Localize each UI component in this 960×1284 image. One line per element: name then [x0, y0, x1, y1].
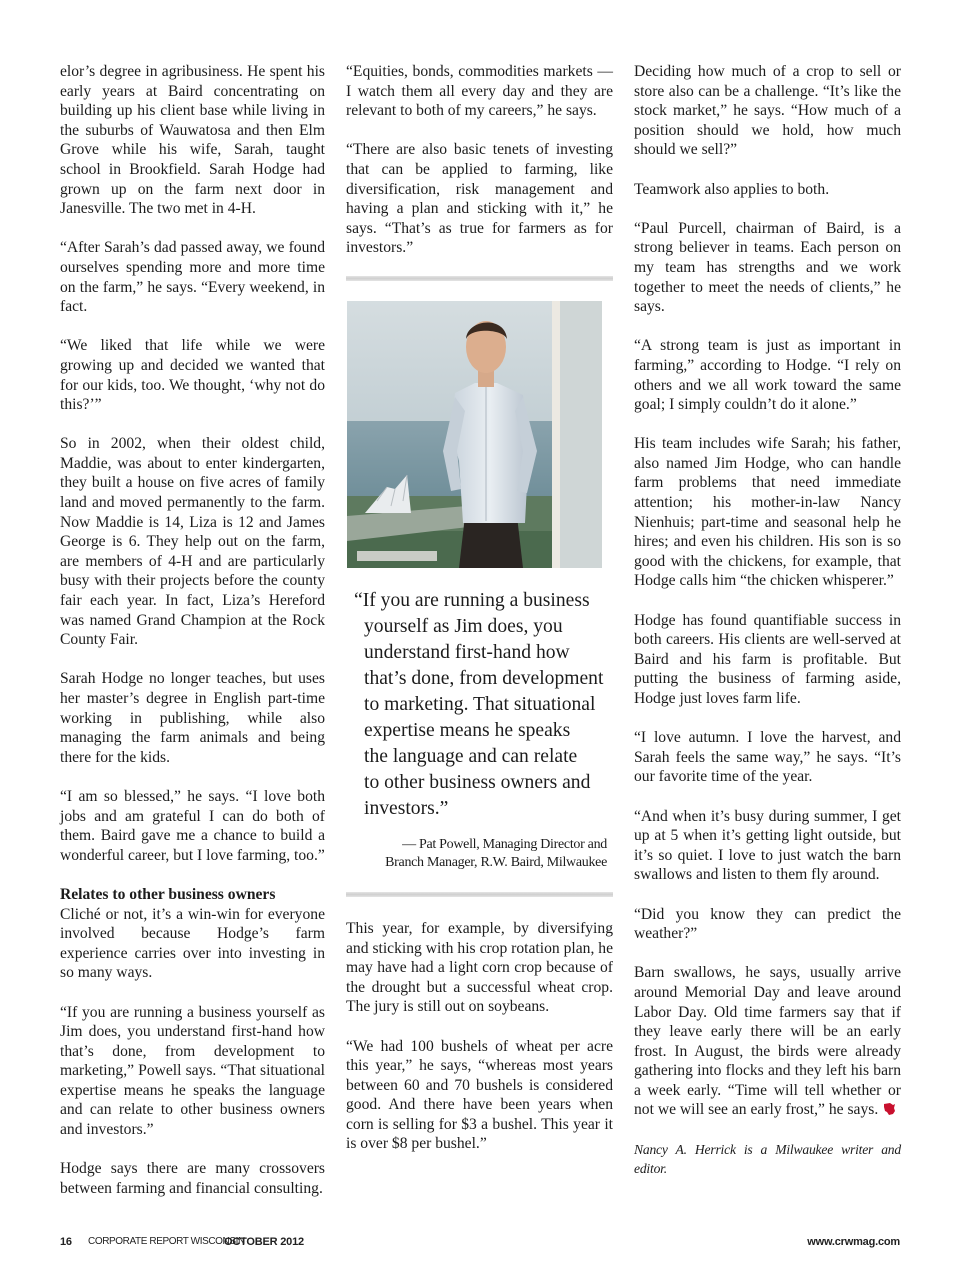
body-paragraph: “Equities, bonds, commodities markets — I watch them all every day and they are relevant to both of my careers,” he says.	[346, 63, 613, 120]
final-paragraph-text: Barn swallows, he says, usually arrive around Memorial Day and leave around Labor Day. Old time farmers say that if they leave early there will be an early frost. In August, the birds were already gathering into flocks and they left his barn a week early. “Time will tell whether or not we will see an early frost,” he says.	[634, 964, 901, 1119]
body-paragraph: This year, for example, by diversifying and sticking with his crop rotation plan, he may have had a light corn crop because of the drought but a successful wheat crop. The jury is still out on soybeans.	[346, 919, 613, 1016]
body-paragraph: “If you are running a business yourself as Jim does, you understand first-hand how that’s done, from development to marketing,” Powell says. “That situational expertise means he speaks the language and can relate to other business owners and investors.”	[60, 1003, 325, 1139]
pull-quote-line: yourself as Jim does, you	[364, 615, 563, 637]
body-paragraph: “I love autumn. I love the harvest, and Sarah feels the same way,” he says. “It’s our favorite time of the year.	[634, 729, 901, 786]
final-paragraph	[634, 963, 901, 1120]
body-paragraph: Sarah Hodge no longer teaches, but uses her master’s degree in English part-time working in publishing, while also managing the farm animals and being there for the kids.	[60, 670, 325, 766]
body-paragraph: Hodge says there are many crossovers between farming and financial consulting.	[60, 1160, 325, 1197]
publication-name: CORPORATE REPORT WISCONSIN	[88, 1236, 245, 1247]
issue-date: OCTOBER 2012	[224, 1236, 304, 1248]
pull-quote-line: understand first-hand how	[364, 641, 570, 663]
body-paragraph: Teamwork also applies to both.	[634, 180, 830, 198]
article-column-2	[346, 62, 613, 1174]
author-byline: Nancy A. Herrick is a Milwaukee writer and editor.	[634, 1141, 901, 1177]
body-paragraph: “A strong team is just as important in farming,” according to Hodge. “I rely on others and we all work toward the same goal; I simply couldn’t do it alone.”	[634, 337, 901, 414]
pull-quote-line: to marketing. That situational	[364, 693, 596, 715]
divider	[346, 892, 613, 897]
pull-quote	[346, 588, 613, 822]
website-url[interactable]: www.crwmag.com	[807, 1236, 900, 1248]
subhead: Relates to other business owners	[60, 885, 276, 903]
subhead-paragraph: Cliché or not, it’s a win-win for everyone involved because Hodge’s farm experience carries over into investing in so many ways.	[60, 905, 325, 982]
pull-quote-line: “If you are running a business	[354, 589, 590, 611]
body-paragraph: So in 2002, when their oldest child, Maddie, was about to enter kindergarten, they built a house on five acres of family land and moved permanently to the farm. Now Maddie is 14, Liza is 12 and James George is 6. They help out on the farm, are members of 4-H and are particularly busy with their projects before the county fair each year. In fact, Liza’s Hereford was named Grand Champion at the Rock County Fair.	[60, 435, 325, 649]
page-number: 16	[60, 1236, 72, 1248]
body-paragraph: “I am so blessed,” he says. “I love both jobs and am grateful I can do both of them. Baird gave me a chance to build a wonderful career, but I love farming, too.”	[60, 787, 325, 864]
body-paragraph: “And when it’s busy during summer, I get up at 5 when it’s getting light outside, but it’s so quiet. I love to just watch the barn swallows and listen to them fly around.	[634, 807, 901, 884]
body-paragraph: Hodge has found quantifiable success in both careers. His clients are well-served at Baird and his farm is profitable. But putting the business of farming aside, Hodge just loves farm life.	[634, 611, 901, 707]
article-column-3	[634, 62, 901, 1198]
body-paragraph: “We liked that life while we were growing up and decided we wanted that for our kids, too. We thought, ‘why not do this?’”	[60, 337, 325, 414]
body-paragraph: “After Sarah’s dad passed away, we found ourselves spending more and more time on the farm,” he says. “Every weekend, in fact.	[60, 239, 325, 316]
body-paragraph: “We had 100 bushels of wheat per acre this year,” he says, “whereas most years between 60 and 70 bushels is considered good. And there have been years when corn is selling for $3 a bushel. This year it is over $8 per bushel.”	[346, 1037, 613, 1153]
pull-quote-attribution	[346, 836, 613, 872]
article-column-1	[60, 62, 325, 1218]
pull-quote-line: the language and can relate	[364, 745, 578, 767]
subhead-block	[60, 885, 325, 983]
pull-quote-line: expertise means he speaks	[364, 719, 571, 741]
body-paragraph: “Did you know they can predict the weather?”	[634, 905, 901, 943]
pull-quote-line: that’s done, from development	[364, 667, 604, 689]
wisconsin-end-mark-icon	[882, 1102, 896, 1116]
body-paragraph: Deciding how much of a crop to sell or store also can be a challenge. “It’s like the stock market,” he says. “How much of a position should we hold, how much should we sell?”	[634, 63, 901, 159]
pull-quote-line: to other business owners and	[364, 771, 591, 793]
photo-illustration	[347, 301, 602, 568]
body-paragraph: “There are also basic tenets of investing that can be applied to farming, like diversification, risk management and having a plan and sticking with it,” he says. “That’s as true for farmers as for investors.”	[346, 141, 613, 257]
portrait-photo	[347, 301, 602, 568]
body-paragraph: “Paul Purcell, chairman of Baird, is a strong believer in teams. Each person on my team has strengths and we work together to meet the needs of clients,” he says.	[634, 219, 901, 316]
attribution-line: Branch Manager, R.W. Baird, Milwaukee	[385, 854, 607, 870]
pull-quote-line: investors.”	[364, 797, 449, 819]
divider	[346, 276, 613, 281]
attribution-line: — Pat Powell, Managing Director and	[402, 836, 607, 852]
body-paragraph: His team includes wife Sarah; his father, also named Jim Hodge, who can handle farm problems that need immediate attention; his mother-in-law Nancy Nienhuis; part-time and seasonal help he hires; and even his children. His son is so good with the chickens, for example, that Hodge calls him “the chicken whisperer.”	[634, 435, 901, 590]
body-paragraph: elor’s degree in agribusiness. He spent his early years at Baird concentrating on building up his client base while living in the suburbs of Wauwatosa and then Elm Grove while his wife, Sarah, taught school in Brookfield. Sarah Hodge had grown up on the farm next door in Janesville. The two met in 4-H.	[60, 63, 325, 218]
